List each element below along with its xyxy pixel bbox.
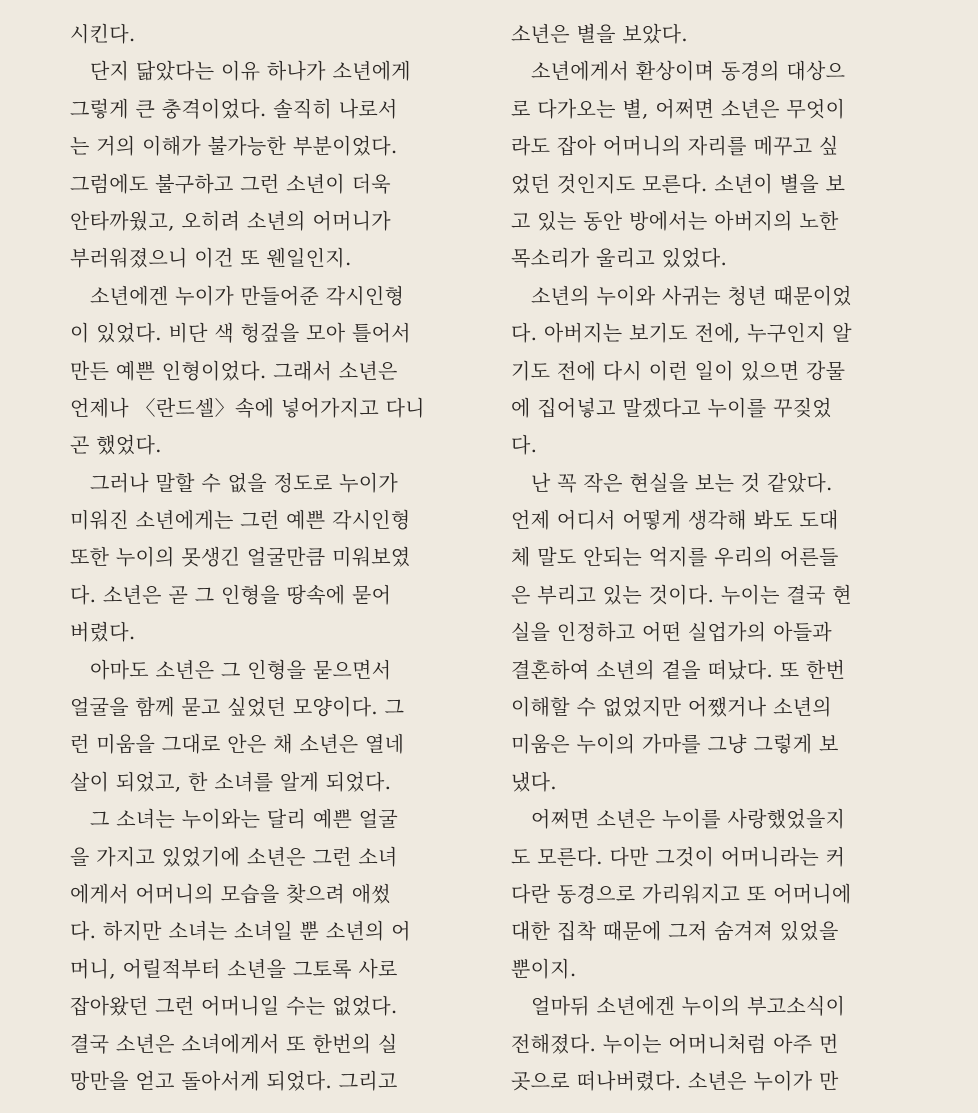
text-line: 라도 잡아 어머니의 자리를 메꾸고 싶 — [511, 134, 839, 159]
text-line: 난 꼭 작은 현실을 보는 것 같았다. — [531, 470, 833, 495]
text-line: 언제 어디서 어떻게 생각해 봐도 도대 — [511, 508, 839, 533]
left-text-column — [70, 16, 442, 1100]
text-line: 목소리가 울리고 있었다. — [511, 246, 728, 271]
text-line: 은 부리고 있는 것이다. 누이는 결국 현 — [511, 582, 852, 607]
text-line: 다. — [511, 433, 538, 458]
text-line: 에게서 어머니의 모습을 찾으려 애썼 — [70, 881, 391, 906]
text-line: 전해졌다. 누이는 어머니처럼 아주 먼 — [511, 1031, 839, 1056]
text-line: 실을 인정하고 어떤 실업가의 아들과 — [511, 620, 832, 645]
text-line: 그 소녀는 누이와는 달리 예쁜 얼굴 — [90, 807, 398, 832]
text-line: 어쩌면 소년은 누이를 사랑했었을지 — [531, 807, 846, 832]
text-line: 머니, 어릴적부터 소년을 그토록 사로 — [70, 956, 398, 981]
text-line: 다. 하지만 소녀는 소녀일 뿐 소년의 어 — [70, 919, 411, 944]
text-line: 소년의 누이와 사귀는 청년 때문이었 — [531, 283, 852, 308]
text-line: 미움은 누이의 가마를 그냥 그렇게 보 — [511, 732, 839, 757]
text-line: 기도 전에 다시 이런 일이 있으면 강물 — [511, 358, 846, 383]
text-line: 얼마뒤 소년에겐 누이의 부고소식이 — [531, 994, 846, 1019]
text-line: 버렸다. — [70, 620, 136, 645]
text-line: 망만을 얻고 돌아서게 되었다. 그리고 — [70, 1068, 398, 1093]
text-line: 또한 누이의 못생긴 얼굴만큼 미워보였 — [70, 545, 411, 570]
text-line: 안타까웠고, 오히려 소년의 어머니가 — [70, 208, 391, 233]
text-line: 그럼에도 불구하고 그런 소년이 더욱 — [70, 171, 391, 196]
text-line: 도 모른다. 다만 그것이 어머니라는 커 — [511, 844, 846, 869]
text-line: 고 있는 동안 방에서는 아버지의 노한 — [511, 208, 839, 233]
right-text-column — [511, 16, 883, 1100]
text-line: 단지 닮았다는 이유 하나가 소년에게 — [90, 59, 411, 84]
text-line: 그러나 말할 수 없을 정도로 누이가 — [90, 470, 398, 495]
text-line: 시킨다. — [70, 22, 136, 46]
text-line: 냈다. — [511, 769, 557, 794]
text-line: 다란 동경으로 가리워지고 또 어머니에 — [511, 881, 852, 906]
text-line: 에 집어넣고 말겠다고 누이를 꾸짖었 — [511, 395, 832, 420]
text-line: 언제나 〈란드셀〉속에 넣어가지고 다니 — [70, 395, 425, 420]
text-line: 런 미움을 그대로 안은 채 소년은 열네 — [70, 732, 405, 757]
text-line: 다. 아버지는 보기도 전에, 누구인지 알 — [511, 321, 852, 346]
text-line: 미워진 소년에게는 그런 예쁜 각시인형 — [70, 508, 411, 533]
text-line: 소년에게서 환상이며 동경의 대상으 — [531, 59, 846, 84]
text-line: 얼굴을 함께 묻고 싶었던 모양이다. 그 — [70, 695, 405, 720]
text-line: 뿐이지. — [511, 956, 577, 981]
text-line: 잡아왔던 그런 어머니일 수는 없었다. — [70, 994, 398, 1019]
text-line: 로 다가오는 별, 어쩌면 소년은 무엇이 — [511, 96, 846, 121]
text-line: 체 말도 안되는 억지를 우리의 어른들 — [511, 545, 839, 570]
text-line: 이해할 수 없었지만 어쨌거나 소년의 — [511, 695, 832, 720]
text-line: 소년에겐 누이가 만들어준 각시인형 — [90, 283, 405, 308]
text-line: 곳으로 떠나버렸다. 소년은 누이가 만 — [511, 1068, 839, 1093]
text-line: 을 가지고 있었기에 소년은 그런 소녀 — [70, 844, 398, 869]
text-line: 는 거의 이해가 불가능한 부분이었다. — [70, 134, 398, 159]
text-line: 었던 것인지도 모른다. 소년이 별을 보 — [511, 171, 846, 196]
text-line: 아마도 소년은 그 인형을 묻으면서 — [90, 657, 392, 682]
text-line: 곤 했었다. — [70, 433, 162, 458]
text-line: 소년은 별을 보았다. — [511, 22, 688, 46]
text-line: 살이 되었고, 한 소녀를 알게 되었다. — [70, 769, 392, 794]
text-line: 부러워졌으니 이건 또 웬일인지. — [70, 246, 352, 271]
text-line: 다. 소년은 곧 그 인형을 땅속에 묻어 — [70, 582, 392, 607]
text-line: 그렇게 큰 충격이었다. 솔직히 나로서 — [70, 96, 398, 121]
text-line: 결국 소년은 소녀에게서 또 한번의 실 — [70, 1031, 398, 1056]
text-line: 이 있었다. 비단 색 헝겊을 모아 틀어서 — [70, 321, 411, 346]
text-line: 결혼하여 소년의 곁을 떠났다. 또 한번 — [511, 657, 846, 682]
text-line: 만든 예쁜 인형이었다. 그래서 소년은 — [70, 358, 398, 383]
text-line: 대한 집착 때문에 그저 숨겨져 있었을 — [511, 919, 839, 944]
